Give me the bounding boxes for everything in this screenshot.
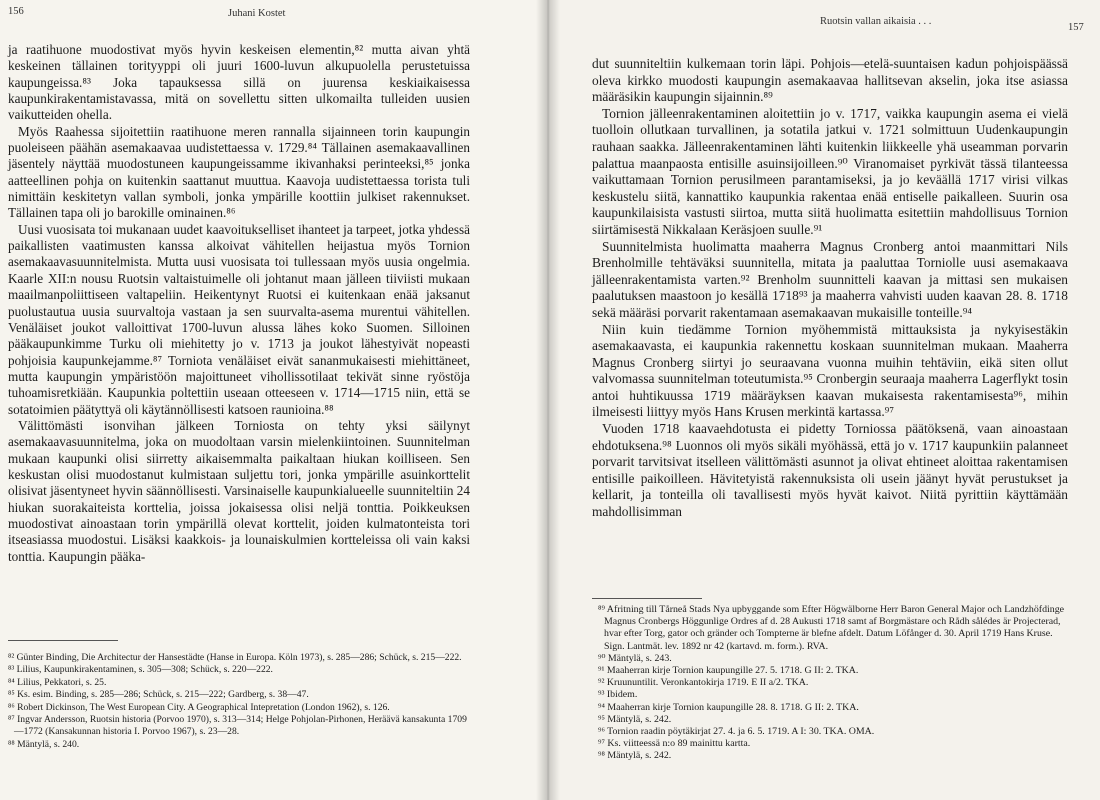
footnote: ⁹⁶ Tornion raadin pöytäkirjat 27. 4. ja 6. 5. 1719. A I: 30. TKA. OMA. [598, 726, 875, 738]
footnote: ⁹¹ Maaherran kirje Tornion kaupungille 27. 5. 1718. G II: 2. TKA. [598, 665, 859, 677]
footnote: ⁹⁸ Mäntylä, s. 242. [598, 750, 672, 762]
footnote: ⁸² Günter Binding, Die Architectur der Hansestädte (Hanse in Europa. Köln 1973), s. 285—286; Schück, s. 215—222. [8, 652, 462, 663]
footnote-rule [592, 598, 702, 599]
footnotes [8, 652, 470, 751]
footnote: ⁸⁹ Afritning till Tårneå Stads Nya upbyggande som Efter Högwälborne Herr Baron General Major och Landzhöfdinge Magnus Cronbergs Höggunlige Ordres af d. 28 Aukusti 1718 samt af Borgmästare och Rådh sålédes är Projecterad, hvar efter Torg, gator och gränder och Tompterne är blefne afdelt. Datum Löfånger d. 30. April 1719 Hans Kruse. Sign. Lantmät. lev. 1892 nr 42 (kartavd. m. form.). RVA. [598, 604, 1065, 652]
page-number: 156 [8, 6, 24, 17]
footnote: ⁹² Kruununtilit. Veronkantokirja 1719. E II a/2. TKA. [598, 677, 809, 689]
paragraph: Uusi vuosisata toi mukanaan uudet kaavoitukselliset ihanteet ja tarpeet, jotka yhdessä paikallisten vaatimusten kanssa alkoivat vähitellen heijastua myös Tornion asemakaavasuunnitelmista. Mutta uusi vuosisata toi tullessaan myös uusia ongelmia. Kaarle XII:n nousu Ruotsin valtaistuimelle oli johtanut maan jälleen tiiviisti mukaan maailmanpoliittiseen valtapeliin. Heikentynyt Ruotsi ei kuitenkaan enää jaksanut puolustautua uusia suurvaltoja vastaan ja sen suurvalta-asema murentui vähitellen. Venäläiset joukot valloittivat 1700-luvun alussa lähes koko Suomen. Silloinen pääkaupunkimme Turku oli miehitetty jo v. 1713 ja joukot lähestyivät nopeasti pohjoisia kaupunkejamme.⁸⁷ Torniota venäläiset eivät sananmukaisesti miehittäneet, mutta kaupungin ympäristöön majoittuneet vihollissotilaat tekivät sinne ryöstöja tuhoamisretkiään. Kaupunkia poltettiin useaan otteeseen v. 1714—1715 niin, että se sotatoimien päätyttyä oli käytännöllisesti katsoen raunioina.⁸⁸ [8, 221, 470, 417]
paragraph: Vuoden 1718 kaavaehdotusta ei pidetty Torniossa päätöksenä, vaan ainoastaan ehdotuksena.⁹⁸ Luonnos oli myös sikäli myöhässä, että jo v. 1717 kaupunkiin palanneet porvarit tarvitsivat itselleen välittömästi asunnot ja olivat ehtineet aloittaa rakentamisen entisille paikoilleen. Hävitetyistä rakennuksista oli usein jäänyt hyvät perustukset ja kellarit, ja tonteilla oli tavallisesti myös hyvät kaivot. Niitä pyrittiin käyttämään mahdollisimman [592, 421, 1068, 520]
paragraph: Niin kuin tiedämme Tornion myöhemmistä mittauksista ja nykyisestäkin asemakaavasta, ei kaupunkia rakennettu koskaan suunnitelman mukaan. Maaherra Magnus Cronberg siirtyi jo seuraavana vuonna muihin tehtäviin, eikä siten ollut valvomassa suunnitelman toteutumista.⁹⁵ Cronbergin seuraaja maaherra Lagerflykt tosin antoi huhtikuussa 1719 määräyksen kaavan mukaisesta rakentamisesta⁹⁶, mihin ilmeisesti liittyy myös Hans Krusen merkintä kartassa.⁹⁷ [592, 321, 1068, 420]
footnote: ⁸⁶ Robert Dickinson, The West European City. A Geographical Intepretation (London 1962), s. 126. [8, 701, 390, 713]
footnotes [598, 604, 1068, 763]
footnote: ⁹⁵ Mäntylä, s. 242. [598, 713, 672, 725]
page-number: 157 [1068, 22, 1084, 33]
body-text [8, 42, 470, 565]
footnote-rule [8, 640, 118, 641]
footnote: ⁸³ Lilius, Kaupunkirakentaminen, s. 305—308; Schück, s. 220—222. [8, 664, 273, 676]
footnote: ⁸⁸ Mäntylä, s. 240. [8, 738, 80, 750]
paragraph: dut suunniteltiin kulkemaan torin läpi. Pohjois—etelä-suuntaisen kadun pohjoispäässä oleva kirkko muodosti kaupungin asemakaavaa hallitsevan akselin, joka itse asiassa määräsikin kaupungin sijainnin.⁸⁹ [592, 56, 1068, 105]
footnote: ⁹⁷ Ks. viitteessä n:o 89 mainittu kartta. [598, 738, 751, 750]
running-head: Ruotsin vallan aikaisia . . . [820, 16, 932, 27]
paragraph: ja raatihuone muodostivat myös hyvin keskeisen elementin,⁸² mutta aivan yhtä keskeinen tällainen torityyppi oli juuri 1600-luvun alkupuolella perustetuissa kaupungeissa.⁸³ Joka tapauksessa sillä on juurensa keskiaikaisessa kaupunkirakentamistavassa, mitä on sovellettu sitten ulkomailta tulleiden uusien vaikutteiden ohella. [8, 42, 470, 123]
paragraph: Välittömästi isonvihan jälkeen Torniosta on tehty yksi säilynyt asemakaavasuunnitelma, joka on muodoltaan varsin mielenkiintoinen. Suunnitelman mukaan kaupunki olisi siirretty aikaisemmalta paikaltaan hiukan koilliseen. Sen keskustan olisi muodostanut kulmistaan suljettu tori, jonka ympärille asuinkorttelit olisivat jäsentyneet hyvin säännöllisesti. Varsinaiselle kaupunkialueelle suunniteltiin 24 hiukan suorakaiteista korttelia, joissa jokaisessa olisi neljä tonttia. Poikkeuksen muodostivat ainoastaan torin ympärillä olevat korttelit, joiden kulmatonteista tori itseasiassa muodostui. Lisäksi kaakkois- ja lounaiskulmien kortteleissa oli vain kaksi tonttia. Kaupungin pääka- [8, 417, 470, 564]
paragraph: Suunnitelmista huolimatta maaherra Magnus Cronberg antoi maanmittari Nils Brenholmille tehtäväksi suunnitella, mitata ja paaluttaa Torniolle uusi asemakaava jälleenrakentamista varten.⁹² Brenholm suunnitteli kaavan ja mittasi sen mukaisen paalutuksen maastoon jo kesällä 1718⁹³ ja maaherra vahvisti uuden kaavan 28. 8. 1718 sekä määräsi porvarit rakentamaan asemakaavan mukaisille tonteille.⁹⁴ [592, 238, 1068, 320]
right-page [548, 0, 1100, 800]
footnote: ⁸⁴ Lilius, Pekkatori, s. 25. [8, 676, 107, 688]
paragraph: Tornion jälleenrakentaminen aloitettiin jo v. 1717, vaikka kaupungin asema ei vielä tuolloin ollutkaan turvallinen, ja sotatila jatkui v. 1721 solmittuun Uudenkaupungin rauhaan saakka. Jälleenrakentaminen lähti kuitenkin liikkeelle yhä useamman porvarin palattua maanpaosta entisille asuinsijoilleen.⁹⁰ Viranomaiset pyrkivät tässä tilanteessa vaikuttamaan Tornion perusilmeen parantamiseksi, ja jo keväällä 1717 virisi vilkas keskustelu siitä, kannattiko kaupunkia rakentaa enää entiselle paikalleen. Suurin osa kaupunkilaisista vastusti siirtoa, mutta siitä huolimatta esitettiin mahdollisuus Tornion siirtämisestä Nikkalaan Keräsjoen suulle.⁹¹ [592, 105, 1068, 237]
running-head: Juhani Kostet [228, 8, 286, 19]
footnote: ⁹⁴ Maaherran kirje Tornion kaupungille 28. 8. 1718. G II: 2. TKA. [598, 701, 859, 713]
left-page [0, 0, 548, 800]
footnote: ⁹⁰ Mäntylä, s. 243. [598, 652, 672, 664]
paragraph: Myös Raahessa sijoitettiin raatihuone meren rannalla sijainneen torin kaupungin puoleiseen päähän asemakaavaa uudistettaessa v. 1729.⁸⁴ Tällainen asemakaavallinen jäsentely näyttää muodostuneen kaupungeissamme ikivanhaksi perinteeksi,⁸⁵ jonka aatteellinen pohja on kuitenkin saattanut muuttua. Kaavoja uudistettaessa torista tuli nimittäin keskitetyn vallan symboli, jonka ympärille koottiin julkiset rakennukset. Tällainen tapa oli jo barokille ominainen.⁸⁶ [8, 123, 470, 221]
body-text [592, 56, 1068, 521]
footnote: ⁹³ Ibidem. [598, 689, 638, 701]
footnote: ⁸⁷ Ingvar Andersson, Ruotsin historia (Porvoo 1970), s. 313—314; Helge Pohjolan-Pirhonen, Heräävä kansakunta 1709—1772 (Kansakunnan historia I. Porvoo 1967), s. 23—28. [8, 714, 467, 738]
footnote: ⁸⁵ Ks. esim. Binding, s. 285—286; Schück, s. 215—222; Gardberg, s. 38—47. [8, 689, 309, 701]
